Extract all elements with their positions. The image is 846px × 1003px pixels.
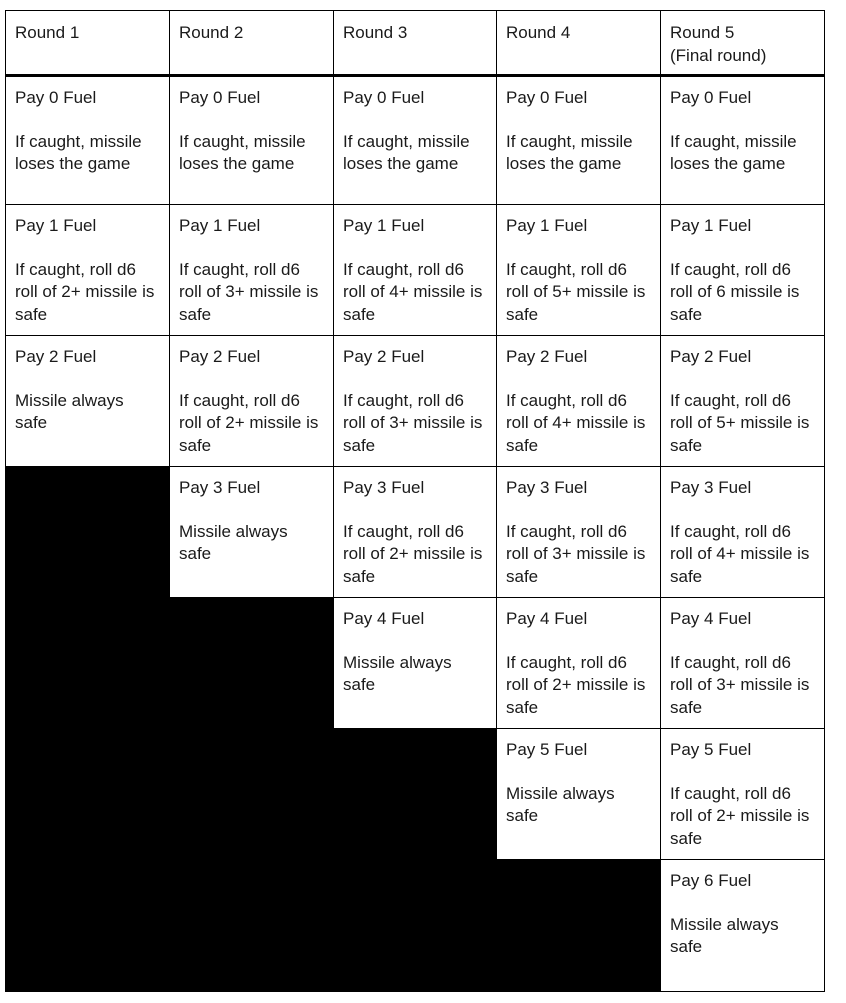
catch-rule: If caught, roll d6 roll of 4+ missile is safe xyxy=(670,521,810,586)
catch-rule: If caught, roll d6 roll of 2+ missile is safe xyxy=(506,652,646,717)
catch-rule: If caught, roll d6 roll of 3+ missile is safe xyxy=(343,390,483,455)
fuel-rounds-table xyxy=(5,10,825,992)
catch-rule: If caught, roll d6 roll of 2+ missile is safe xyxy=(15,259,155,324)
fuel-cost: Pay 4 Fuel xyxy=(670,609,752,628)
fuel-cost: Pay 5 Fuel xyxy=(506,740,588,759)
fuel-cost: Pay 2 Fuel xyxy=(670,347,752,366)
fuel-cost: Pay 3 Fuel xyxy=(179,478,261,497)
catch-rule: Missile always safe xyxy=(506,783,615,825)
header-round-1 xyxy=(6,11,170,77)
catch-rule: If caught, missile loses the game xyxy=(670,131,797,173)
fuel-cost: Pay 6 Fuel xyxy=(670,871,752,890)
fuel-cost: Pay 4 Fuel xyxy=(506,609,588,628)
header-round-5 xyxy=(661,11,825,77)
blank-cell xyxy=(170,598,334,729)
blank-cell xyxy=(6,467,170,598)
table-cell xyxy=(170,77,334,205)
catch-rule: If caught, missile loses the game xyxy=(15,131,142,173)
fuel-cost: Pay 0 Fuel xyxy=(15,88,97,107)
table-cell xyxy=(497,598,661,729)
catch-rule: Missile always safe xyxy=(343,652,452,694)
table-cell xyxy=(497,729,661,860)
blank-cell xyxy=(6,729,170,860)
table-cell xyxy=(497,77,661,205)
catch-rule: If caught, roll d6 roll of 5+ missile is safe xyxy=(670,390,810,455)
fuel-cost: Pay 1 Fuel xyxy=(179,216,261,235)
fuel-cost: Pay 3 Fuel xyxy=(506,478,588,497)
table-cell xyxy=(334,467,497,598)
table-cell xyxy=(661,598,825,729)
catch-rule: If caught, roll d6 roll of 3+ missile is safe xyxy=(506,521,646,586)
table-cell xyxy=(170,467,334,598)
catch-rule: If caught, roll d6 roll of 3+ missile is safe xyxy=(670,652,810,717)
fuel-cost: Pay 5 Fuel xyxy=(670,740,752,759)
catch-rule: Missile always safe xyxy=(15,390,124,432)
fuel-cost: Pay 1 Fuel xyxy=(506,216,588,235)
fuel-cost: Pay 0 Fuel xyxy=(343,88,425,107)
table-cell xyxy=(497,205,661,336)
fuel-cost: Pay 1 Fuel xyxy=(343,216,425,235)
catch-rule: If caught, missile loses the game xyxy=(506,131,633,173)
table-cell xyxy=(334,77,497,205)
catch-rule: Missile always safe xyxy=(670,914,779,956)
header-label: Round 2 xyxy=(179,23,244,42)
catch-rule: If caught, missile loses the game xyxy=(179,131,306,173)
catch-rule: If caught, roll d6 roll of 4+ missile is safe xyxy=(506,390,646,455)
header-label: Round 4 xyxy=(506,23,571,42)
table-cell xyxy=(6,336,170,467)
table-cell xyxy=(334,205,497,336)
blank-cell xyxy=(497,860,661,992)
table-cell xyxy=(334,598,497,729)
blank-cell xyxy=(6,860,170,992)
fuel-cost: Pay 0 Fuel xyxy=(670,88,752,107)
fuel-cost: Pay 2 Fuel xyxy=(15,347,97,366)
fuel-cost: Pay 2 Fuel xyxy=(506,347,588,366)
table-cell xyxy=(6,77,170,205)
fuel-cost: Pay 4 Fuel xyxy=(343,609,425,628)
catch-rule: If caught, roll d6 roll of 3+ missile is safe xyxy=(179,259,319,324)
header-label: Round 1 xyxy=(15,23,80,42)
fuel-cost: Pay 1 Fuel xyxy=(670,216,752,235)
table-cell xyxy=(661,77,825,205)
fuel-cost: Pay 3 Fuel xyxy=(670,478,752,497)
header-round-2 xyxy=(170,11,334,77)
catch-rule: If caught, roll d6 roll of 2+ missile is safe xyxy=(343,521,483,586)
table-cell xyxy=(497,467,661,598)
catch-rule: If caught, roll d6 roll of 5+ missile is safe xyxy=(506,259,646,324)
catch-rule: If caught, roll d6 roll of 6 missile is safe xyxy=(670,259,800,324)
header-label: Round 3 xyxy=(343,23,408,42)
table-cell xyxy=(6,205,170,336)
catch-rule: If caught, roll d6 roll of 2+ missile is safe xyxy=(670,783,810,848)
table-cell xyxy=(170,205,334,336)
table-cell xyxy=(497,336,661,467)
catch-rule: If caught, missile loses the game xyxy=(343,131,470,173)
catch-rule: If caught, roll d6 roll of 4+ missile is safe xyxy=(343,259,483,324)
fuel-cost: Pay 0 Fuel xyxy=(506,88,588,107)
blank-cell xyxy=(6,598,170,729)
table-cell xyxy=(661,729,825,860)
table-cell xyxy=(661,860,825,992)
table-cell xyxy=(661,467,825,598)
blank-cell xyxy=(334,860,497,992)
catch-rule: Missile always safe xyxy=(179,521,288,563)
header-round-4 xyxy=(497,11,661,77)
fuel-cost: Pay 2 Fuel xyxy=(179,347,261,366)
table-cell xyxy=(334,336,497,467)
table-cell xyxy=(661,205,825,336)
header-round-3 xyxy=(334,11,497,77)
blank-cell xyxy=(170,729,334,860)
blank-cell xyxy=(170,860,334,992)
table-cell xyxy=(661,336,825,467)
header-label: Round 5 (Final round) xyxy=(670,23,767,65)
table-cell xyxy=(170,336,334,467)
fuel-cost: Pay 2 Fuel xyxy=(343,347,425,366)
fuel-cost: Pay 3 Fuel xyxy=(343,478,425,497)
fuel-cost: Pay 1 Fuel xyxy=(15,216,97,235)
blank-cell xyxy=(334,729,497,860)
fuel-cost: Pay 0 Fuel xyxy=(179,88,261,107)
catch-rule: If caught, roll d6 roll of 2+ missile is safe xyxy=(179,390,319,455)
